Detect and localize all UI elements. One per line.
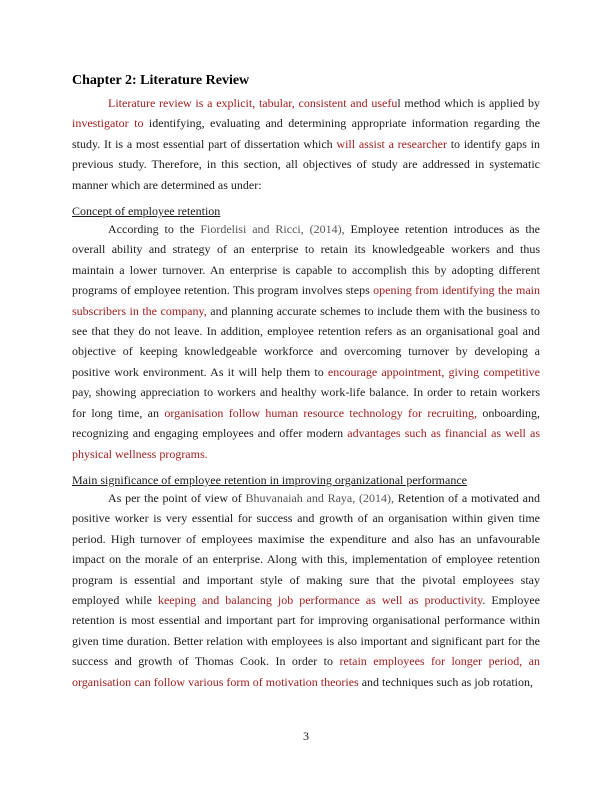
section1-run: organisation follow human resource technology for recruiting,	[164, 405, 478, 420]
section1-run: and planning accurate schemes to include them with the business to see that they do not leave. In addition, employee retention refers as an organisational goal and objective of keeping knowledgeable workforce and overcoming turnover by developing a positive work environment. As it will help them to	[72, 303, 540, 379]
section2-run: Retention of a motivated and positive worker is very essential for success and growth of an organisation within given time period. High turnover of employees maximise the expenditure and also has an unfavourable impact on the morale of an enterprise. Along with this, implementation of employee retention program is essential and important style of making sure that the pivotal employees stay employed while	[72, 490, 540, 607]
chapter-title: Chapter 2: Literature Review	[72, 73, 250, 88]
section-heading-employee-retention: Concept of employee retention	[72, 204, 221, 219]
section2-run: As per the point of view of	[108, 490, 246, 505]
section2-run: and techniques such as job rotation,	[358, 674, 534, 689]
section1-paragraph	[72, 219, 540, 464]
section1-run: opening from identifying the main subscribers in the company,	[72, 283, 540, 318]
section2-run: retain employees for longer period, an organisation can follow various form of motivation theories	[72, 654, 541, 689]
section1-run: onboarding, recognizing and engaging employees and offer modern	[72, 405, 541, 441]
intro-run: l method which is applied by	[397, 96, 540, 110]
section2-run: keeping and balancing job performance as well as productivity	[157, 592, 483, 607]
document-page	[72, 72, 540, 692]
section2-run: . Employee retention is most essential and important part for improving organisational performance within given time duration. Better relation with employees is also important and significant part for the success and growth of Thomas Cook. In order to	[72, 592, 541, 669]
intro-run: identifying, evaluating and determining appropriate information regarding the study. It is a most essential part of dissertation which	[72, 116, 540, 151]
intro-paragraph	[72, 93, 540, 195]
section2-paragraph	[72, 488, 540, 692]
section-heading-significance: Main significance of employee retention in improving organizational performance	[72, 472, 467, 487]
section1-run: advantages such as financial as well as physical wellness programs.	[72, 426, 540, 461]
citation: Bhuvanaiah and Raya, (2014),	[245, 490, 394, 505]
page-number: 3	[303, 729, 309, 743]
section1-run: encourage appointment, giving competitive	[327, 364, 541, 379]
intro-run: to identify gaps in previous study. Therefore, in this section, all objectives of study are addressed in systematic manner which are determined as under:	[72, 136, 540, 192]
section1-run: Employee retention introduces as the overall ability and strategy of an enterprise to retain its knowledgeable workers and thus maintain a lower turnover. An enterprise is capable to accomplish this by adopting different programs of employee retention. This program involves steps	[72, 222, 540, 298]
citation: Fiordelisi and Ricci, (2014),	[200, 222, 345, 237]
intro-run: will assist a researcher	[336, 136, 447, 151]
intro-run: investigator to	[72, 116, 144, 131]
section1-run: According to the	[108, 222, 201, 237]
intro-run: Literature review is a explicit, tabular, consistent and usefu	[108, 96, 398, 110]
section1-run: pay, showing appreciation to workers and healthy work-life balance. In order to retain workers for long time, an	[72, 385, 540, 420]
